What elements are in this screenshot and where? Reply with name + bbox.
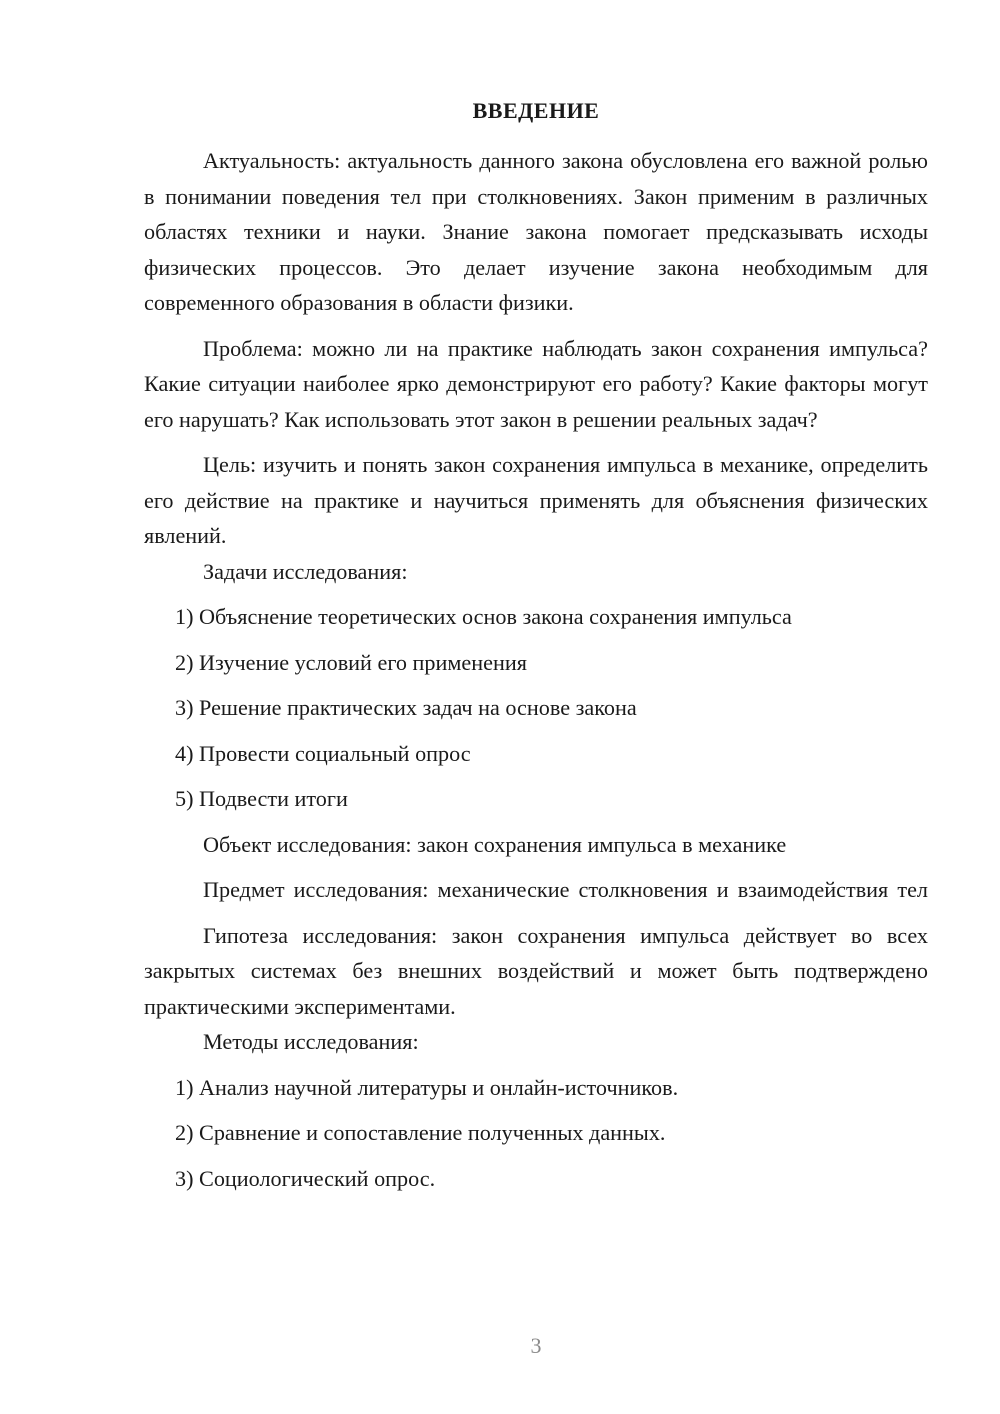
subject-paragraph: Предмет исследования: механические столкновения и взаимодействия тел: [203, 877, 928, 902]
page-number: 3: [530, 1333, 542, 1358]
tasks-heading: Задачи исследования:: [203, 558, 408, 584]
list-item: 2) Изучение условий его применения: [175, 649, 527, 675]
list-item: 3) Социологический опрос.: [175, 1165, 436, 1191]
problem-paragraph: Проблема: можно ли на практике наблюдать закон сохранения импульса? Какие ситуации наиболее ярко демонстрируют его работу? Какие факторы могут его нарушать? Как использовать этот закон в решении реальных задач?: [144, 335, 928, 432]
object-paragraph: Объект исследования: закон сохранения импульса в механике: [203, 831, 787, 857]
document-body: [144, 143, 928, 1196]
page-title: ВВЕДЕНИЕ: [472, 98, 600, 123]
list-item: 1) Анализ научной литературы и онлайн-источников.: [175, 1074, 679, 1100]
list-item: 1) Объяснение теоретических основ закона сохранения импульса: [175, 604, 792, 629]
hypothesis-paragraph: Гипотеза исследования: закон сохранения импульса действует во всех закрытых системах без внешних воздействий и может быть подтверждено практическими экспериментами.: [144, 922, 928, 1019]
goal-paragraph: Цель: изучить и понять закон сохранения импульса в механике, определить его действие на практике и научиться применять для объяснения физических явлений.: [144, 452, 928, 548]
tasks-list: [144, 599, 928, 817]
list-item: 5) Подвести итоги: [175, 786, 348, 811]
list-item: 4) Провести социальный опрос: [175, 740, 471, 766]
list-item: 2) Сравнение и сопоставление полученных данных.: [175, 1120, 666, 1145]
methods-heading: Методы исследования:: [203, 1029, 419, 1054]
methods-list: [144, 1070, 928, 1197]
relevance-paragraph: Актуальность: актуальность данного закона обусловлена его важной ролью в понимании поведения тел при столкновениях. Закон применим в различных областях техники и науки. Знание закона помогает предсказывать исходы физических процессов. Это делает изучение закона необходимым для современного образования в области физики.: [144, 148, 928, 315]
list-item: 3) Решение практических задач на основе закона: [175, 695, 637, 720]
